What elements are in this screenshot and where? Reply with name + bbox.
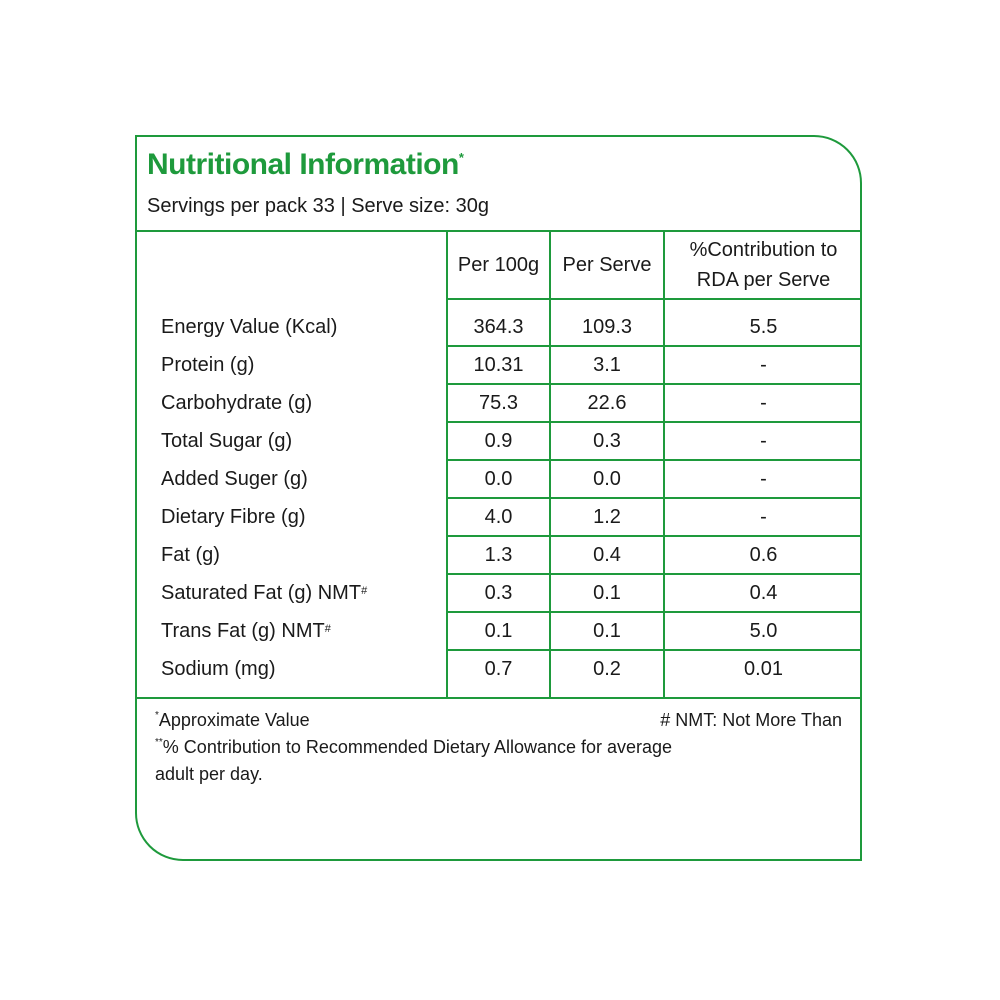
nutrient-name: Protein (g) bbox=[161, 353, 255, 376]
value-per-serve: 3.1 bbox=[593, 353, 621, 376]
value-rda: - bbox=[760, 353, 767, 376]
value-rda: - bbox=[760, 391, 767, 414]
value-per-serve: 1.2 bbox=[593, 505, 621, 528]
col-header-rda: %Contribution to RDA per Serve bbox=[689, 239, 838, 291]
footnote-double-asterisk: ** bbox=[155, 737, 163, 748]
nutrient-label bbox=[161, 499, 305, 535]
value-per-serve: 0.1 bbox=[593, 581, 621, 604]
value-per-serve: 109.3 bbox=[581, 315, 633, 338]
value-rda: 0.01 bbox=[744, 657, 783, 680]
value-per-serve: 0.2 bbox=[593, 657, 621, 680]
col-header-per-serve: Per Serve bbox=[562, 254, 652, 276]
footnote-approximate-text: Approximate Value bbox=[158, 710, 310, 730]
footnote-nmt: # NMT: Not More Than bbox=[660, 710, 842, 730]
panel-title bbox=[147, 148, 463, 182]
nutrient-name: Added Suger (g) bbox=[161, 467, 308, 490]
value-per-100g: 4.0 bbox=[484, 505, 513, 528]
title-asterisk: * bbox=[458, 150, 464, 165]
footnote-rda-text: % Contribution to Recommended Dietary Allowance for average bbox=[162, 737, 673, 757]
value-per-100g: 364.3 bbox=[473, 315, 524, 338]
value-per-100g: 0.7 bbox=[484, 657, 513, 680]
footnote-rda-continued: adult per day. bbox=[155, 764, 263, 784]
value-per-100g: 1.3 bbox=[484, 543, 513, 566]
nutrient-label bbox=[161, 309, 337, 345]
header-divider bbox=[446, 298, 862, 300]
servings-info: Servings per pack 33 | Serve size: 30g bbox=[147, 195, 490, 217]
nutrient-label bbox=[161, 385, 312, 421]
value-rda: 5.0 bbox=[749, 619, 778, 642]
nutrient-name: Trans Fat (g) NMT bbox=[161, 619, 325, 642]
value-rda: - bbox=[760, 505, 767, 528]
value-per-100g: 75.3 bbox=[479, 391, 518, 414]
nutrient-label bbox=[161, 537, 220, 573]
footnote-rda bbox=[155, 737, 672, 758]
value-rda: - bbox=[760, 467, 767, 490]
footnote-asterisk: * bbox=[155, 710, 159, 721]
value-per-100g: 0.1 bbox=[484, 619, 513, 642]
nutrient-name: Total Sugar (g) bbox=[161, 429, 293, 452]
nutrient-label bbox=[161, 575, 367, 611]
value-per-serve: 0.1 bbox=[593, 619, 621, 642]
footnote-approximate bbox=[155, 710, 310, 731]
value-rda: - bbox=[760, 429, 767, 452]
value-per-serve: 0.0 bbox=[593, 467, 621, 490]
table-bottom-border bbox=[135, 697, 862, 699]
nutrient-label bbox=[161, 613, 331, 649]
value-rda: 0.6 bbox=[749, 543, 778, 566]
nmt-mark: # bbox=[324, 623, 331, 635]
nutrient-label bbox=[161, 461, 308, 497]
value-per-100g: 10.31 bbox=[473, 353, 524, 376]
nutrient-name: Dietary Fibre (g) bbox=[161, 505, 306, 528]
value-per-serve: 0.3 bbox=[593, 429, 621, 452]
nutrient-name: Fat (g) bbox=[161, 543, 220, 566]
nutrient-name: Carbohydrate (g) bbox=[161, 391, 313, 414]
value-rda: 0.4 bbox=[749, 581, 778, 604]
title-text: Nutritional Information bbox=[147, 148, 459, 181]
value-per-100g: 0.0 bbox=[484, 467, 513, 490]
value-rda: 5.5 bbox=[749, 315, 778, 338]
value-per-100g: 0.3 bbox=[484, 581, 513, 604]
nutrient-name: Sodium (mg) bbox=[161, 657, 276, 680]
value-per-100g: 0.9 bbox=[484, 429, 513, 452]
nutrient-name: Saturated Fat (g) NMT bbox=[161, 581, 362, 604]
nmt-mark: # bbox=[361, 585, 368, 597]
value-per-serve: 22.6 bbox=[587, 391, 627, 414]
nutrient-name: Energy Value (Kcal) bbox=[161, 315, 338, 338]
nutrient-label bbox=[161, 423, 292, 459]
col-header-per-100g: Per 100g bbox=[457, 254, 540, 276]
nutrient-label bbox=[161, 651, 275, 687]
nutrient-label bbox=[161, 347, 254, 383]
value-per-serve: 0.4 bbox=[593, 543, 621, 566]
